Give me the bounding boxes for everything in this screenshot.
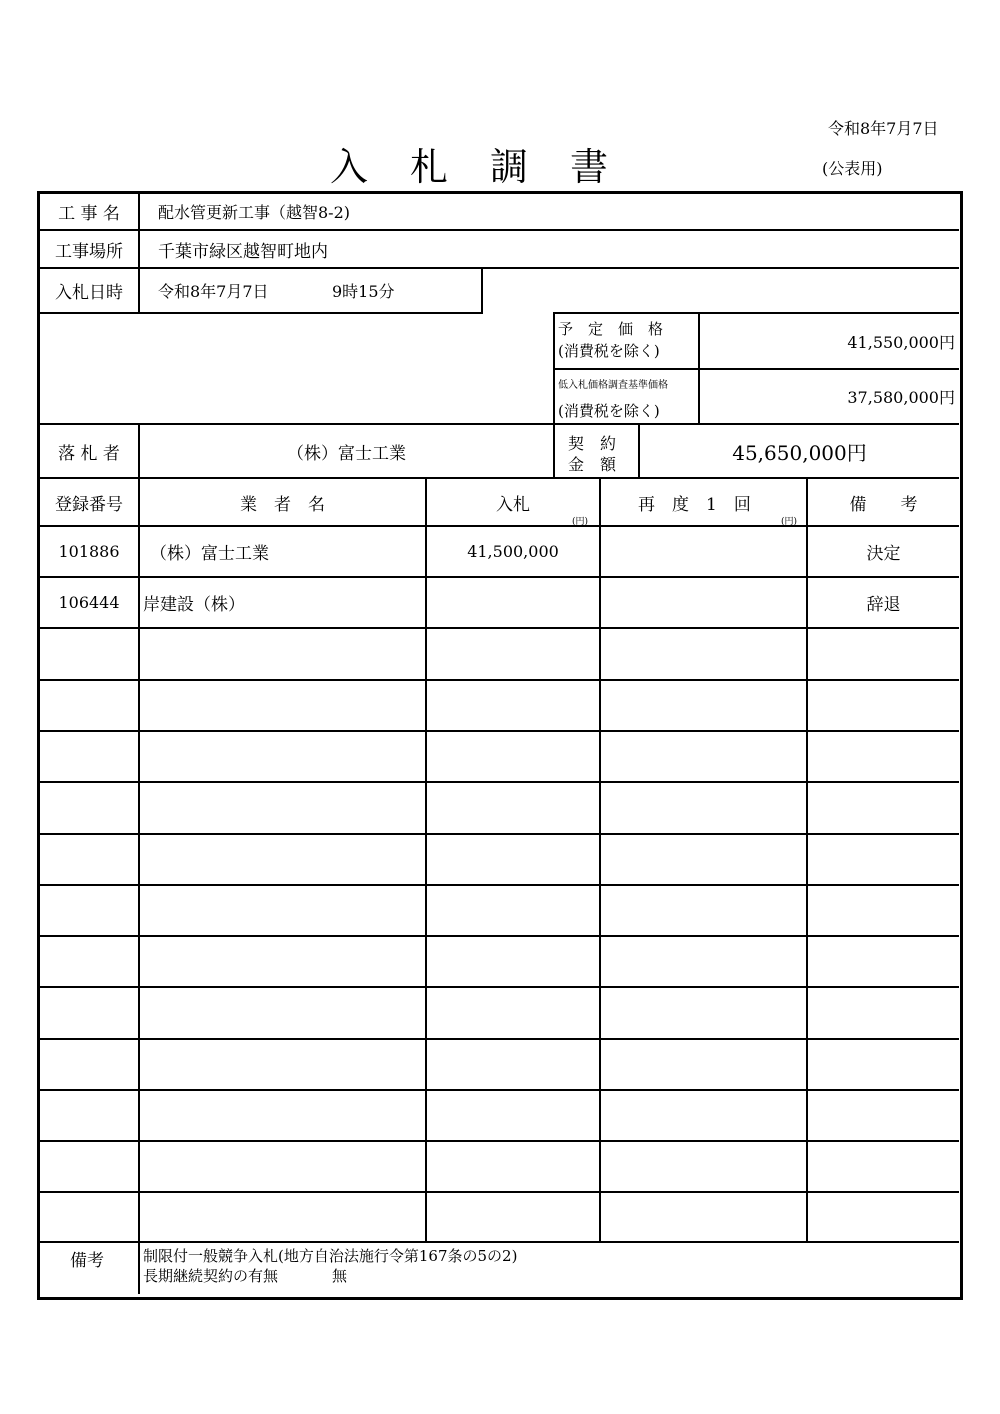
row-remarks: 決定 [866,544,901,564]
document-subtitle: (公表用) [822,159,883,178]
project-name-value: 配水管更新工事（越智8-2) [158,202,351,222]
planned-price-tax-note: (消費税を除く) [558,342,660,360]
row-rebid [601,578,806,627]
bid-datetime-label: 入札日時 [55,283,123,303]
row-bid: 41,500,000 [467,542,559,561]
planned-price-value: 41,550,000円 [847,332,955,352]
low-price-tax-note: (消費税を除く) [558,402,660,420]
notes-line2-label: 長期継続契約の有無 [143,1267,279,1285]
document-date: 令和8年7月7日 [828,119,939,138]
header-rebid: 再 度 1 回 [638,495,751,515]
contract-amount-value: 45,650,000円 [732,440,867,465]
project-name-label: 工 事 名 [58,203,120,224]
header-company: 業 者 名 [240,494,325,515]
winner-value: （株）富士工業 [287,443,406,464]
winner-label: 落 札 者 [58,443,120,464]
row-reg-no: 106444 [58,593,120,612]
low-price-value: 37,580,000円 [847,388,955,407]
row-remarks: 辞退 [866,595,901,615]
notes-line2-value: 無 [332,1267,348,1285]
bid-time-value: 9時15分 [332,282,395,301]
planned-price-label: 予 定 価 格 [558,320,664,338]
header-reg-no: 登録番号 [55,494,123,515]
row-company: （株）富士工業 [150,544,269,564]
site-value: 千葉市緑区越智町地内 [158,241,328,262]
header-bid-unit: (円) [572,517,589,527]
contract-amount-label-line1: 契 約 [568,434,617,453]
low-price-label: 低入札価格調査基準価格 [558,380,668,391]
document-title: 入 札 調 書 [330,145,611,189]
contract-amount-label-line2: 金 額 [568,455,617,474]
row-reg-no: 101886 [58,542,120,561]
notes-label: 備考 [70,1251,104,1271]
site-label: 工事場所 [55,241,123,262]
row-bid [427,578,599,627]
header-rebid-unit: (円) [781,517,798,527]
header-remarks: 備 考 [849,494,918,515]
notes-line1: 制限付一般競争入札(地方自治法施行令第167条の5の2) [143,1247,518,1265]
bid-date-value: 令和8年7月7日 [158,282,269,301]
row-rebid [601,527,806,576]
header-bid: 入札 [496,495,530,515]
row-company: 岸建設（株） [143,595,245,615]
